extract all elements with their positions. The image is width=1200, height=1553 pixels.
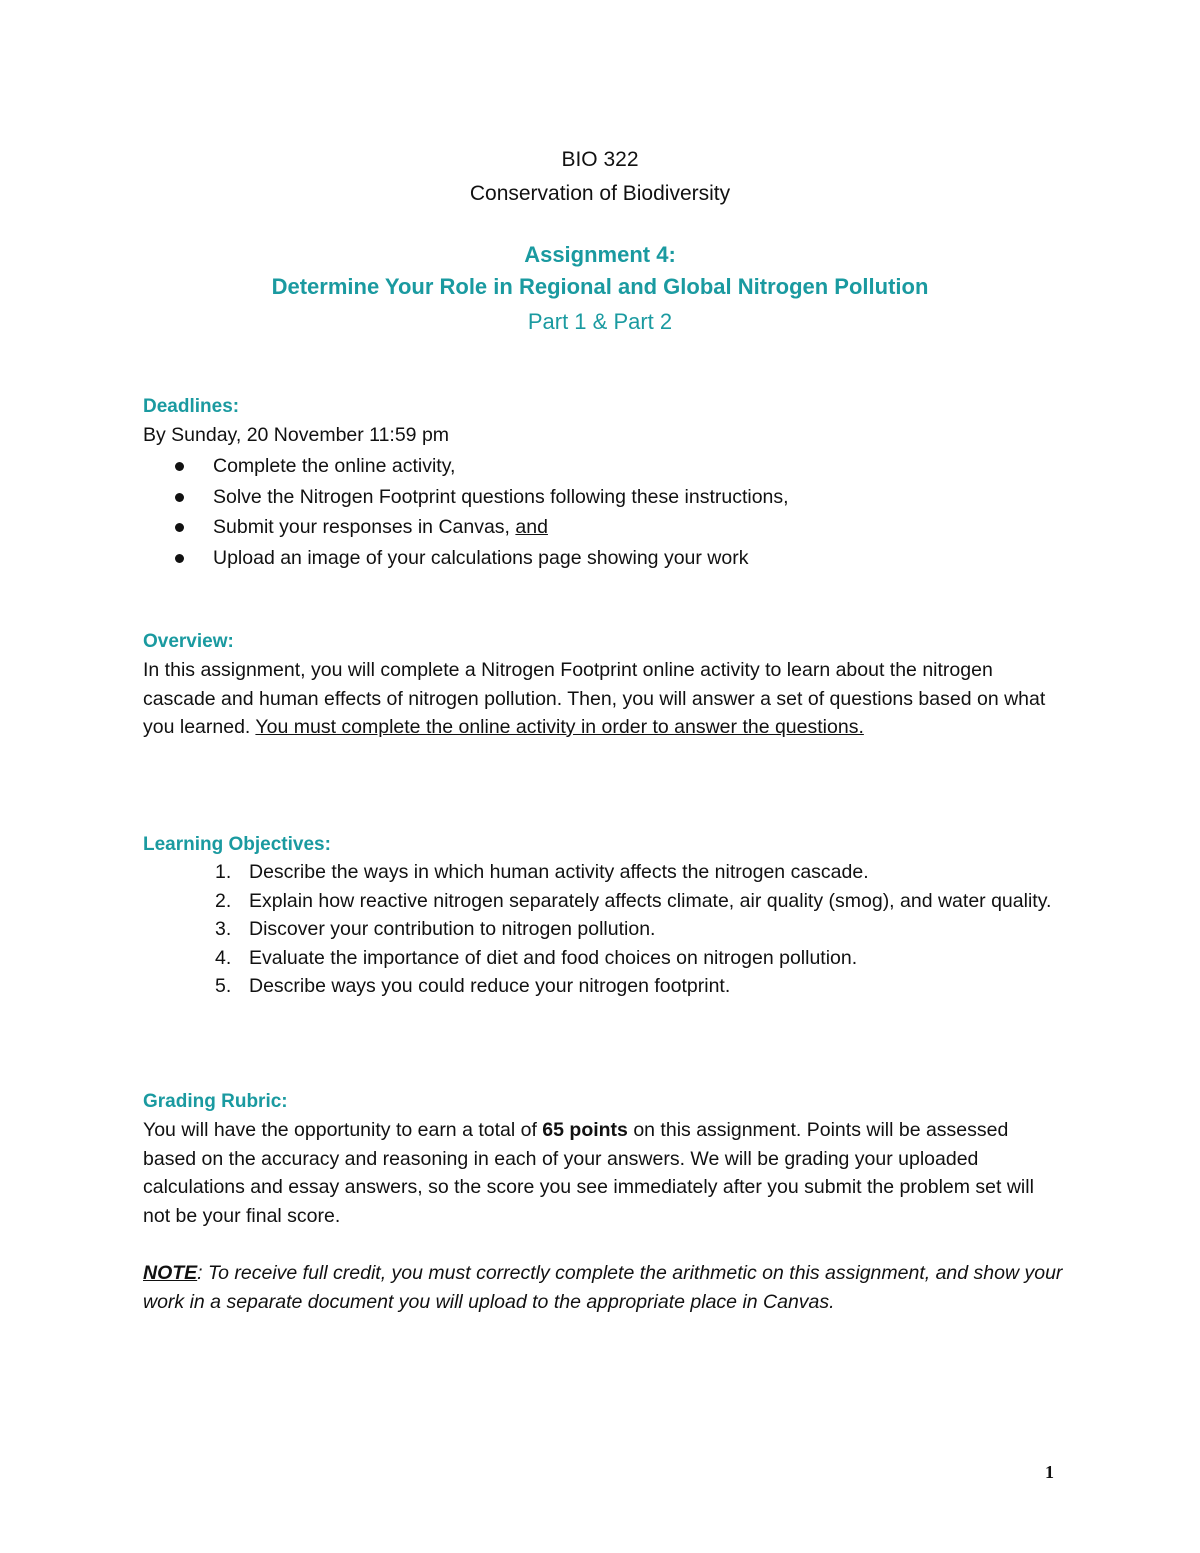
note-text xyxy=(143,1259,1063,1316)
list-item-emphasis: and xyxy=(515,516,548,538)
deadlines-heading: Deadlines: xyxy=(143,396,240,417)
list-number: 4. xyxy=(215,946,232,969)
list-item xyxy=(143,944,1063,973)
course-code: BIO 322 xyxy=(561,148,639,171)
list-item-text: Upload an image of your calculations page showing your work xyxy=(213,546,749,569)
deadline-date: By Sunday, 20 November 11:59 pm xyxy=(143,424,450,446)
overview-heading: Overview: xyxy=(143,631,234,652)
assignment-title: Assignment 4: xyxy=(524,242,676,267)
list-item xyxy=(143,482,1063,513)
grading-text xyxy=(143,1116,1063,1230)
objectives-heading: Learning Objectives: xyxy=(143,834,331,855)
list-item-text: Submit your responses in Canvas, xyxy=(213,516,516,538)
list-item xyxy=(143,451,1063,482)
list-item-text: Evaluate the importance of diet and food choices on nitrogen pollution. xyxy=(249,946,858,969)
page-number: 1 xyxy=(1045,1462,1054,1482)
overview-body: In this assignment, you will complete a Nitrogen Footprint online activity to learn about the nitrogen cascade and human effects of nitrogen pollution. Then, you will answer a set of questions based on what you learned. xyxy=(143,659,1046,738)
grading-intro: You will have the opportunity to earn a total of xyxy=(143,1119,543,1141)
grading-points: 65 points xyxy=(542,1119,628,1141)
list-item xyxy=(143,915,1063,944)
note-label: NOTE xyxy=(143,1262,198,1284)
grading-heading: Grading Rubric: xyxy=(143,1091,288,1112)
list-number: 1. xyxy=(215,861,232,883)
list-item-text: Complete the online activity, xyxy=(213,455,456,477)
bullet-icon xyxy=(175,554,184,563)
list-number: 5. xyxy=(215,975,232,997)
list-item-text: Explain how reactive nitrogen separately affects climate, air quality (smog), and water quality. xyxy=(249,889,1052,912)
list-number: 2. xyxy=(215,889,232,912)
list-item xyxy=(143,972,1063,1001)
list-item-text: Describe the ways in which human activity affects the nitrogen cascade. xyxy=(249,861,869,883)
overview-text xyxy=(143,656,1063,742)
list-number: 3. xyxy=(215,918,232,940)
grading-details: on this assignment. Points will be assessed based on the accuracy and reasoning in each of your answers. We will be grading your uploaded calculations and essay answers, so the score you see immediately after you submit the problem set will not be your final score. xyxy=(143,1119,1034,1227)
bullet-icon xyxy=(175,493,184,502)
list-item xyxy=(143,887,1063,916)
overview-requirement: You must complete the online activity in order to answer the questions. xyxy=(255,716,864,738)
list-item xyxy=(143,858,1063,887)
list-item-text: Discover your contribution to nitrogen pollution. xyxy=(249,918,656,940)
note-body: : To receive full credit, you must correctly complete the arithmetic on this assignment, and show your work in a separate document you will upload to the appropriate place in Canvas. xyxy=(143,1262,1063,1313)
objectives-list xyxy=(143,858,1063,1001)
course-name: Conservation of Biodiversity xyxy=(469,182,731,205)
assignment-subtitle: Determine Your Role in Regional and Global Nitrogen Pollution xyxy=(271,274,929,299)
list-item-text: Describe ways you could reduce your nitrogen footprint. xyxy=(249,975,731,997)
list-item xyxy=(143,543,1063,574)
list-item xyxy=(143,512,1063,543)
bullet-icon xyxy=(175,523,184,532)
list-item-text: Solve the Nitrogen Footprint questions following these instructions, xyxy=(213,485,789,508)
assignment-parts: Part 1 & Part 2 xyxy=(527,309,673,334)
deadlines-list xyxy=(143,451,1063,573)
bullet-icon xyxy=(175,462,184,471)
